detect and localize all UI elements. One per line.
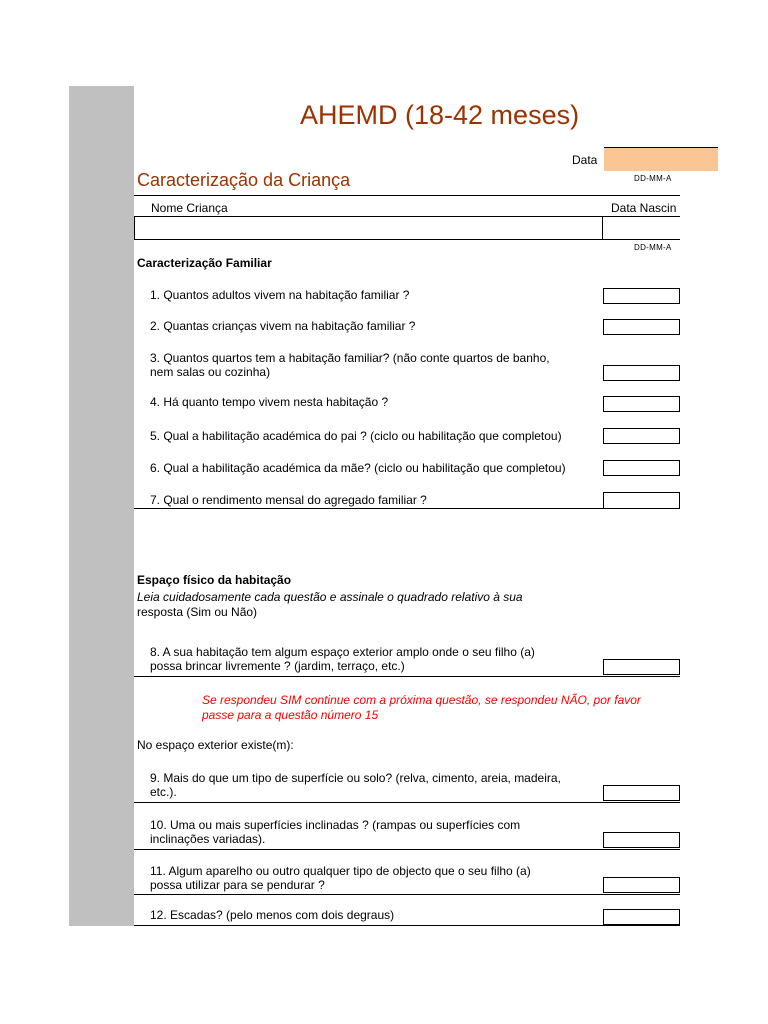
question-10-line1: 10. Uma ou mais superfícies inclinadas ? (rampas ou superfícies com (150, 818, 521, 832)
question-12: 12. Escadas? (pelo menos com dois degraus) (150, 908, 395, 922)
question-10-line2: inclinações variadas). (150, 832, 266, 846)
family-section-title: Caracterização Familiar (137, 256, 272, 270)
question-2: 2. Quantas crianças vivem na habitação familiar ? (150, 319, 416, 333)
birth-date-input[interactable] (602, 216, 680, 240)
answer-box-1[interactable] (603, 288, 680, 304)
answer-box-12[interactable] (603, 909, 680, 925)
divider (134, 925, 680, 926)
question-3-line2: nem salas ou cozinha) (150, 365, 271, 379)
answer-line-7[interactable] (134, 508, 680, 509)
divider (134, 894, 680, 895)
answer-box-8[interactable] (603, 659, 680, 675)
question-5: 5. Qual a habilitação académica do pai ? (ciclo ou habilitação que completou) (150, 429, 562, 443)
question-7: 7. Qual o rendimento mensal do agregado familiar ? (150, 493, 427, 507)
skip-note-line2: passe para a questão número 15 (202, 708, 379, 722)
divider (603, 492, 680, 493)
answer-box-10[interactable] (603, 832, 680, 848)
child-name-input[interactable] (134, 216, 603, 240)
child-name-label: Nome Criança (151, 201, 228, 215)
form-title: AHEMD (18-42 meses) (300, 100, 580, 130)
divider (134, 802, 680, 803)
question-4: 4. Há quanto tempo vivem nesta habitação ? (150, 395, 389, 409)
question-1: 1. Quantos adultos vivem na habitação familiar ? (150, 288, 410, 302)
space-section-title: Espaço físico da habitação (137, 573, 292, 587)
birth-date-format-hint: DD-MM-A (634, 243, 672, 252)
answer-box-11[interactable] (603, 877, 680, 893)
question-11-line2: possa utilizar para se pendurar ? (150, 878, 325, 892)
question-6: 6. Qual a habilitação académica da mãe? (ciclo ou habilitação que completou) (150, 461, 566, 475)
divider (603, 492, 604, 508)
skip-note-line1: Se respondeu SIM continue com a próxima questão, se respondeu NÃO, por favor (202, 693, 641, 707)
answer-box-4[interactable] (603, 396, 680, 412)
question-8-line2: possa brincar livremente ? (jardim, terraço, etc.) (150, 659, 405, 673)
date-input[interactable] (604, 147, 718, 171)
exterior-label: No espaço exterior existe(m): (137, 738, 294, 752)
divider (134, 676, 680, 677)
answer-box-9[interactable] (603, 785, 680, 801)
divider (134, 849, 680, 850)
child-section-title: Caracterização da Criança (137, 170, 351, 190)
question-8-line1: 8. A sua habitação tem algum espaço exterior amplo onde o seu filho (a) (150, 645, 535, 659)
answer-box-3[interactable] (603, 365, 680, 381)
instructions-line1: Leia cuidadosamente cada questão e assinale o quadrado relativo à sua (137, 590, 523, 604)
answer-box-6[interactable] (603, 460, 680, 476)
divider (679, 492, 680, 508)
row-header-sidebar (69, 86, 134, 926)
question-11-line1: 11. Algum aparelho ou outro qualquer tipo de objecto que o seu filho (a) (150, 864, 531, 878)
question-9-line1: 9. Mais do que um tipo de superfície ou solo? (relva, cimento, areia, madeira, (150, 771, 561, 785)
instructions-line2: resposta (Sim ou Não) (137, 605, 258, 619)
answer-box-2[interactable] (603, 319, 680, 335)
date-format-hint: DD-MM-A (634, 174, 672, 183)
divider (134, 195, 680, 196)
question-9-line2: etc.). (150, 785, 177, 799)
question-3-line1: 3. Quantos quartos tem a habitação familiar? (não conte quartos de banho, (150, 351, 550, 365)
birth-date-label: Data Nascin (611, 201, 677, 215)
answer-box-5[interactable] (603, 428, 680, 444)
date-label: Data (572, 153, 598, 167)
